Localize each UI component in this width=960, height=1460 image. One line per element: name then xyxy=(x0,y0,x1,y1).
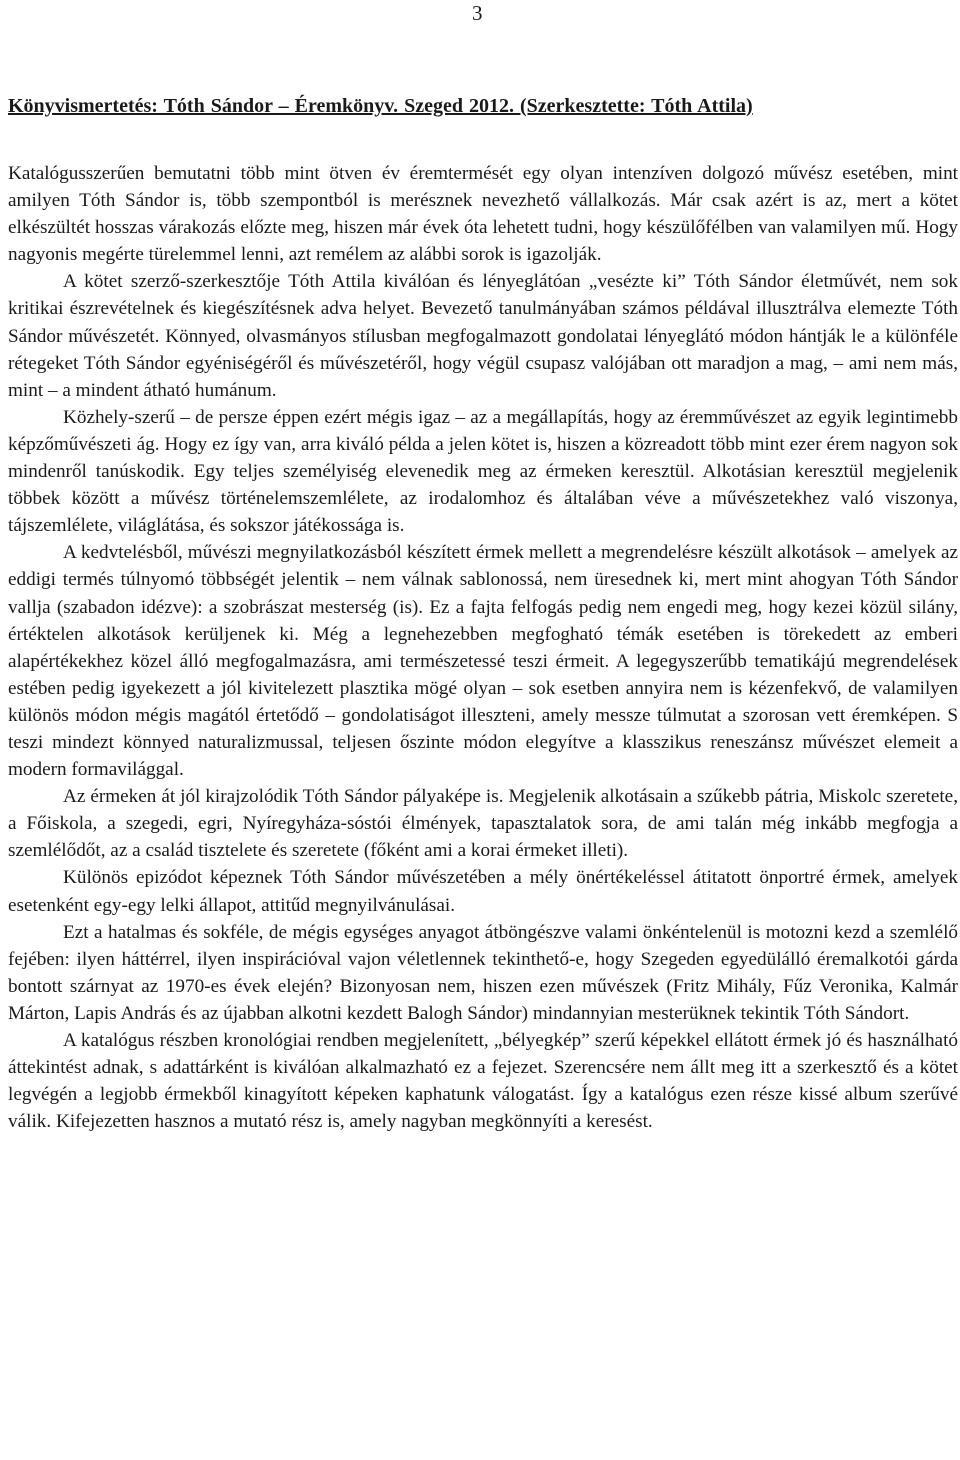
page-number: 3 xyxy=(472,1,483,25)
paragraph-4: A kedvtelésből, művészi megnyilatkozásból készített érmek mellett a megrendelésre készült alkotások – amelyek az eddigi termés túlnyomó többségét jelentik – nem válnak sablonossá, nem üresednek ki, mert mint ahogyan Tóth Sándor vallja (szabadon idézve): a szobrászat mesterség (is). Ez a fajta felfogás pedig nem engedi meg, hogy kezei közül silány, értéktelen alkotások kerüljenek ki. Még a legnehezebben megfogható témák esetében is törekedett az emberi alapértékekhez közel álló megfogalmazásra, ami természetessé teszi érmeit. A legegyszerűbb tematikájú megrendelések estében pedig igyekezett a jól kivitelezett plasztika mögé olyan – sok esetben annyira nem is kézenfekvő, de valamilyen különös módon mégis magától értetődő – gondolatiságot illeszteni, amely messze túlmutat a szorosan vett éremképen. S teszi mindezt könnyed naturalizmussal, teljesen őszinte módon elegyítve a klasszikus reneszánsz művészet elemeit a modern formavilággal. xyxy=(8,542,958,781)
paragraph-5: Az érmeken át jól kirajzolódik Tóth Sándor pályaképe is. Megjelenik alkotásain a szűkebb pátria, Miskolc szeretete, a Főiskola, a szegedi, egri, Nyíregyháza-sóstói élmények, tapasztalatok sora, de ami talán még inkább megfogja a szemlélődőt, az a család tisztelete és szeretete (főként ami a korai érmeket illeti). xyxy=(8,786,958,862)
paragraph-1: Katalógusszerűen bemutatni több mint ötven év éremtermését egy olyan intenzíven dolgozó művész esetében, mint amilyen Tóth Sándor is, több szempontból is merésznek nevezhető vállalkozás. Már csak azért is az, mert a kötet elkészültét hosszas várakozás előzte meg, hiszen már évek óta lehetett tudni, hogy készülőfélben van valamilyen mű. Hogy nagyonis megérte türelemmel lenni, azt remélem az alábbi sorok is igazolják. xyxy=(8,163,958,266)
paragraph-7: Ezt a hatalmas és sokféle, de mégis egységes anyagot átböngészve valami önkéntelenül is motozni kezd a szemlélő fejében: ilyen háttérrel, ilyen inspirációval vajon véletlennek tekinthető-e, hogy Szegeden egyedülálló éremalkotói gárda bontott szárnyat az 1970-es évek elején? Bizonyosan nem, hiszen ezen művészek (Fritz Mihály, Fűz Veronika, Kalmár Márton, Lapis András és az újabban alkotni kezdett Balogh Sándor) mindannyian mesterüknek tekintik Tóth Sándort. xyxy=(8,921,958,1024)
paragraph-8: A katalógus részben kronológiai rendben megjelenített, „bélyegkép” szerű képekkel ellátott érmek jó és használható áttekintést adnak, s adattárként is kiválóan alkalmazható ez a fejezet. Szerencsére nem állt meg itt a szerkesztő és a kötet legvégén a legjobb érmekből kinagyított képeken kaphatunk válogatást. Így a katalógus ezen része kissé album szerűvé válik. Kifejezetten hasznos a mutató rész is, amely nagyban megkönnyíti a keresést. xyxy=(8,1030,958,1133)
paragraph-2: A kötet szerző-szerkesztője Tóth Attila kiválóan és lényeglátóan „vesézte ki” Tóth Sándor életművét, nem sok kritikai észrevételnek és kiegészítésnek adva helyet. Bevezető tanulmányában számos példával illusztrálva elemezte Tóth Sándor művészetét. Könnyed, olvasmányos stílusban megfogalmazott gondolatai lényeglátó módon hántják le a különféle rétegeket Tóth Sándor egyéniségéről és művészetéről, hogy végül csupasz valójában ott maradjon a mag, – ami nem más, mint – a mindent átható humánum. xyxy=(8,271,958,401)
paragraph-6: Különös epizódot képeznek Tóth Sándor művészetében a mély önértékeléssel átitatott önportré érmek, amelyek esetenként egy-egy lelki állapot, attitűd megnyilvánulásai. xyxy=(8,867,958,916)
article xyxy=(8,92,958,1135)
paragraph-3: Közhely-szerű – de persze éppen ezért mégis igaz – az a megállapítás, hogy az éremművészet az egyik legintimebb képzőművészeti ág. Hogy ez így van, arra kiváló példa a jelen kötet is, hiszen a közreadott több mint ezer érem nagyon sok mindenről tanúskodik. Egy teljes személyiség elevenedik meg az érmeken keresztül. Alkotásian keresztül megjelenik többek között a művész történelemszemlélete, az irodalomhoz és általában véve a művészetekhez való viszonya, tájszemlélete, világlátása, és sokszor játékossága is. xyxy=(8,406,958,537)
review-title: Könyvismertetés: Tóth Sándor – Éremkönyv. Szeged 2012. (Szerkesztette: Tóth Attila) xyxy=(8,95,753,117)
